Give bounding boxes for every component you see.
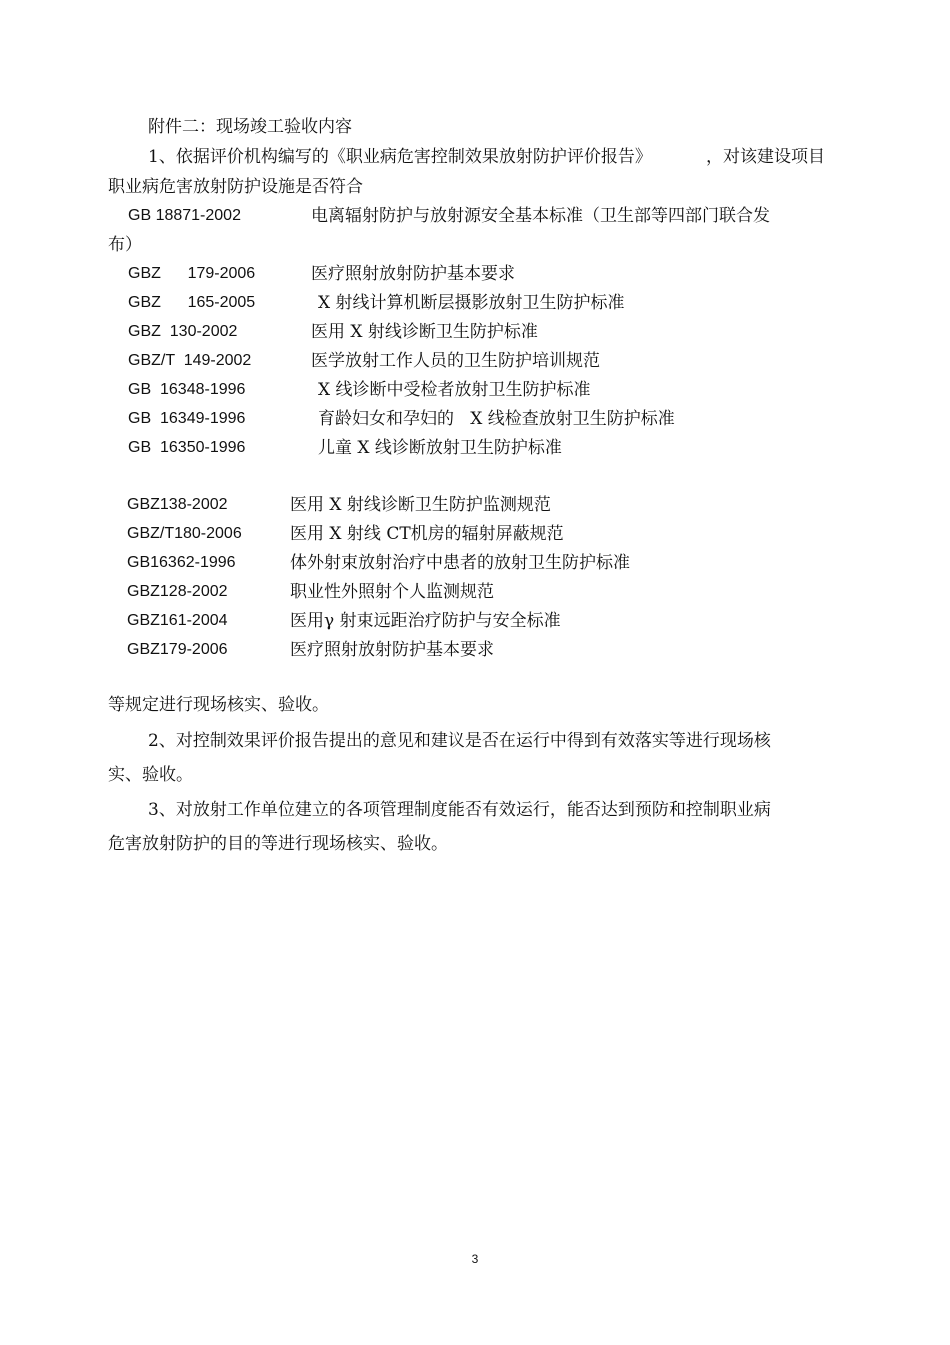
standard-code: GBZ 130-2002 bbox=[128, 323, 238, 340]
standard-code: GBZ179-2006 bbox=[127, 641, 228, 658]
standard-title: 职业性外照射个人监测规范 bbox=[290, 582, 494, 602]
standard-code: GBZ138-2002 bbox=[127, 496, 228, 513]
standard-code: GB16362-1996 bbox=[127, 554, 236, 571]
item3-line2: 危害放射防护的目的等进行现场核实、验收。 bbox=[108, 834, 448, 854]
standard-code: GBZ/T 149-2002 bbox=[128, 352, 252, 369]
standard-title: 医用γ 射束远距治疗防护与安全标准 bbox=[290, 611, 561, 631]
standard-code: GBZ/T180-2006 bbox=[127, 525, 242, 542]
standard-title: 电离辐射防护与放射源安全基本标准（卫生部等四部门联合发 bbox=[311, 206, 770, 226]
standard-title: 儿童 X 线诊断放射卫生防护标准 bbox=[318, 438, 562, 458]
standard-title: X 线诊断中受检者放射卫生防护标准 bbox=[318, 380, 591, 400]
item2-line2: 实、验收。 bbox=[108, 765, 193, 785]
standard-title: 医疗照射放射防护基本要求 bbox=[290, 640, 494, 660]
item1-line1-tail: ，对该建设项目 bbox=[706, 147, 825, 167]
attachment-heading: 附件二：现场竣工验收内容 bbox=[148, 117, 352, 137]
standard-code: GBZ 179-2006 bbox=[128, 265, 256, 282]
standard-title: 医疗照射放射防护基本要求 bbox=[311, 264, 515, 284]
standard-title: 医学放射工作人员的卫生防护培训规范 bbox=[311, 351, 600, 371]
standard-code: GBZ 165-2005 bbox=[128, 294, 256, 311]
standard-title: 医用 X 射线诊断卫生防护标准 bbox=[311, 322, 538, 342]
item1-line1: 1、依据评价机构编写的《职业病危害控制效果放射防护评价报告》 bbox=[148, 147, 652, 167]
standard-code: GB 16350-1996 bbox=[128, 439, 246, 456]
standard-code: GBZ128-2002 bbox=[127, 583, 228, 600]
standard-title-continuation: 布） bbox=[108, 235, 142, 255]
standard-title: 医用 X 射线诊断卫生防护监测规范 bbox=[290, 495, 551, 515]
standard-code: GB 16349-1996 bbox=[128, 410, 246, 427]
standard-code: GB 18871-2002 bbox=[128, 207, 241, 224]
page-number: 3 bbox=[471, 1252, 479, 1266]
item2-line1: 2、对控制效果评价报告提出的意见和建议是否在运行中得到有效落实等进行现场核 bbox=[148, 731, 771, 751]
standard-title: X 射线计算机断层摄影放射卫生防护标准 bbox=[318, 293, 625, 313]
item3-line1: 3、对放射工作单位建立的各项管理制度能否有效运行，能否达到预防和控制职业病 bbox=[148, 800, 771, 820]
standard-title: 体外射束放射治疗中患者的放射卫生防护标准 bbox=[290, 553, 630, 573]
standard-code: GB 16348-1996 bbox=[128, 381, 246, 398]
item1-line2: 职业病危害放射防护设施是否符合 bbox=[108, 177, 363, 197]
closing-line: 等规定进行现场核实、验收。 bbox=[108, 695, 329, 715]
standard-code: GBZ161-2004 bbox=[127, 612, 228, 629]
standard-title: 医用 X 射线 CT机房的辐射屏蔽规范 bbox=[290, 524, 564, 544]
standard-title: 育龄妇女和孕妇的 X 线检查放射卫生防护标准 bbox=[318, 409, 675, 429]
